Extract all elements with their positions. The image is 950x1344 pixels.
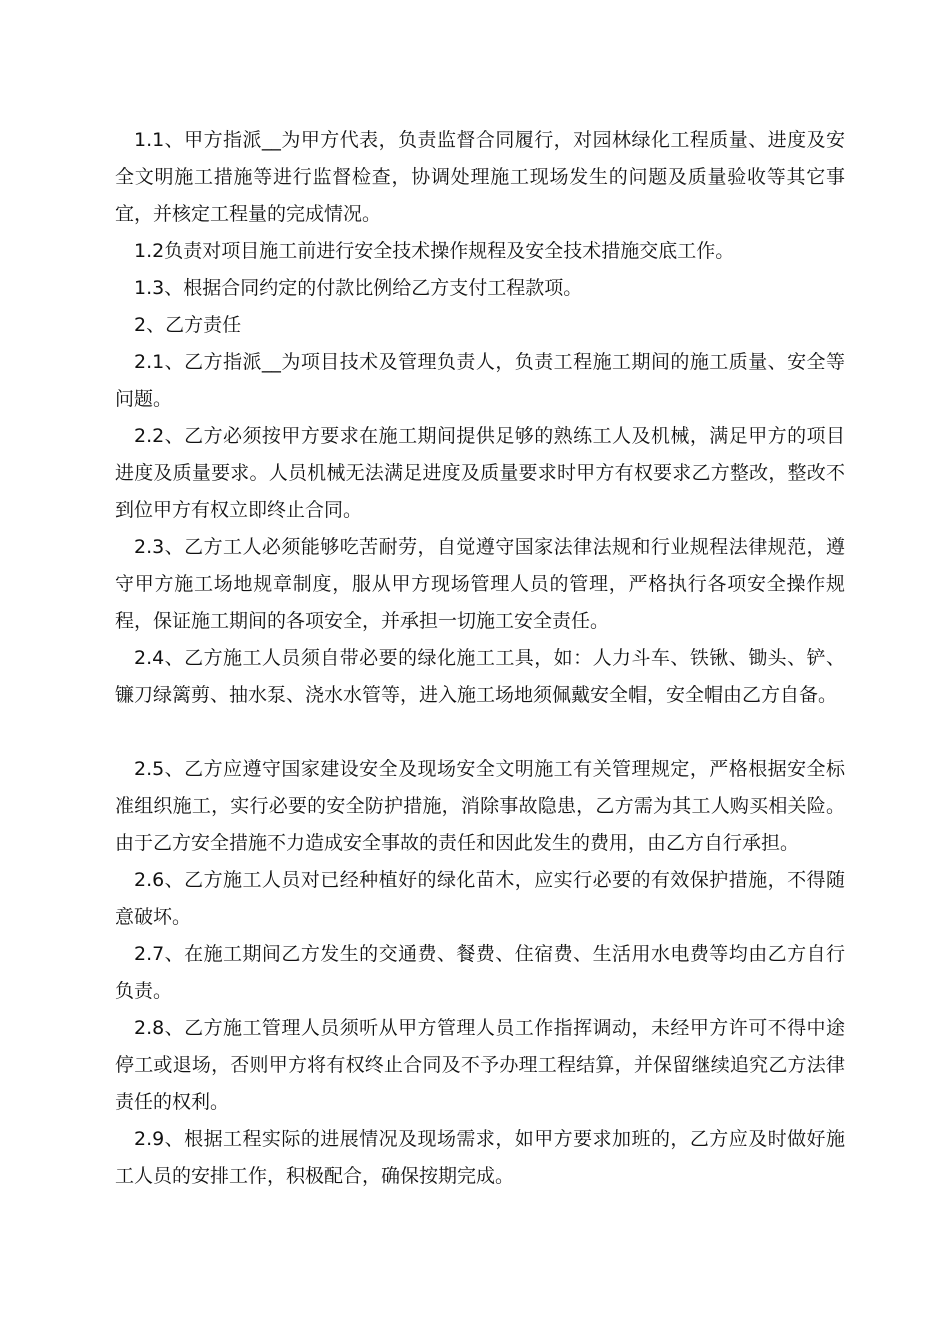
clause-2-9: 2.9、根据工程实际的进展情况及现场需求，如甲方要求加班的，乙方应及时做好施工人员的安排工作，积极配合，确保按期完成。: [115, 1128, 845, 1187]
clause-1-1: 1.1、甲方指派__为甲方代表，负责监督合同履行，对园林绿化工程质量、进度及安全文明施工措施等进行监督检查，协调处理施工现场发生的问题及质量验收等其它事宜，并核定工程量的完成情况。: [115, 129, 845, 225]
clause-2-5: 2.5、乙方应遵守国家建设安全及现场安全文明施工有关管理规定，严格根据安全标准组织施工，实行必要的安全防护措施，消除事故隐患，乙方需为其工人购买相关险。由于乙方安全措施不力造成安全事故的责任和因此发生的费用，由乙方自行承担。: [115, 758, 845, 854]
clause-2-3: 2.3、乙方工人必须能够吃苦耐劳，自觉遵守国家法律法规和行业规程法律规范，遵守甲方施工场地规章制度，服从甲方现场管理人员的管理，严格执行各项安全操作规程，保证施工期间的各项安全，并承担一切施工安全责任。: [115, 536, 845, 632]
paragraph-gap: [115, 714, 845, 751]
clause-1-3: 1.3、根据合同约定的付款比例给乙方支付工程款项。: [134, 277, 583, 299]
section-heading-party-b: 2、乙方责任: [134, 314, 242, 336]
contract-body: [115, 122, 845, 1195]
clause-1-2: 1.2负责对项目施工前进行安全技术操作规程及安全技术措施交底工作。: [134, 240, 735, 262]
clause-2-6: 2.6、乙方施工人员对已经种植好的绿化苗木，应实行必要的有效保护措施，不得随意破坏。: [115, 869, 845, 928]
clause-2-7: 2.7、在施工期间乙方发生的交通费、餐费、住宿费、生活用水电费等均由乙方自行负责。: [115, 943, 845, 1002]
clause-2-8: 2.8、乙方施工管理人员须听从甲方管理人员工作指挥调动，未经甲方许可不得中途停工或退场，否则甲方将有权终止合同及不予办理工程结算，并保留继续追究乙方法律责任的权利。: [115, 1017, 845, 1113]
clause-2-2: 2.2、乙方必须按甲方要求在施工期间提供足够的熟练工人及机械，满足甲方的项目进度及质量要求。人员机械无法满足进度及质量要求时甲方有权要求乙方整改，整改不到位甲方有权立即终止合同。: [115, 425, 845, 521]
clause-2-4: 2.4、乙方施工人员须自带必要的绿化施工工具，如：人力斗车、铁锹、锄头、铲、镰刀绿篱剪、抽水泵、浇水水管等，进入施工场地须佩戴安全帽，安全帽由乙方自备。: [115, 647, 845, 706]
clause-2-1: 2.1、乙方指派__为项目技术及管理负责人，负责工程施工期间的施工质量、安全等问题。: [115, 351, 845, 410]
